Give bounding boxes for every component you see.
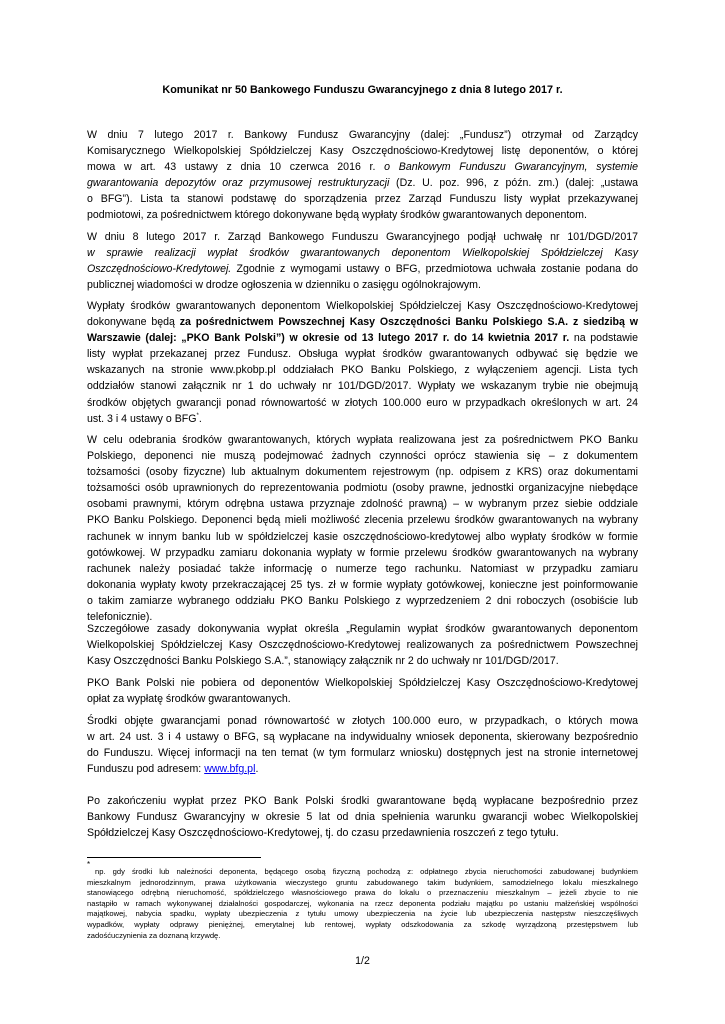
document-title: Komunikat nr 50 Bankowego Funduszu Gwarancyjnego z dnia 8 lutego 2017 r. bbox=[162, 84, 563, 96]
text-line: w art. 24 ust. 3 i 4 ustawy o BFG, są wypłacane na indywidualny wniosek deponenta, skierowany bezpośrednio bbox=[87, 731, 638, 744]
footnote-marker: * bbox=[87, 860, 91, 869]
text-run: Zgodnie z wymogami ustawy o BFG, przedmiotowa uchwała zostanie podana do bbox=[231, 263, 638, 276]
footnote-line: nastąpiło w ramach wykonywanej działalności gospodarczej, wykonania na rzecz deponenta podziału majątku po ustaniu małżeńskiej wspólności bbox=[87, 898, 638, 908]
text-line bbox=[87, 175, 638, 191]
text-line: listy wypłat przekazanej przez Fundusz. Obsługa wypłat środków gwarantowanych odbywać się będzie we bbox=[87, 348, 638, 361]
text-run: ust. 3 i 4 ustawy o BFG bbox=[87, 412, 197, 425]
paragraph-8 bbox=[87, 793, 638, 841]
bfg-website-link[interactable]: www.bfg.pl bbox=[204, 763, 256, 776]
text-line bbox=[87, 330, 638, 346]
text-line: gotówkowej. W przypadku zamiaru dokonania wypłaty w formie przelewu środków gwarantowanych na wybrany bbox=[87, 546, 638, 559]
document-page bbox=[87, 0, 638, 1024]
footnote-line: stanowiącego odrębną nieruchomość, spółdzielczego własnościowego prawa do lokalu o przeznaczeniu mieszkalnym – jeżeli zbycie to nie bbox=[87, 888, 638, 898]
text-line: W dniu 8 lutego 2017 r. Zarząd Bankowego Funduszu Gwarancyjnego podjął uchwałę nr 101/DGD/2017 bbox=[87, 231, 638, 243]
text-run: dokonywane będą bbox=[87, 316, 180, 329]
page-number: 1/2 bbox=[355, 955, 370, 967]
text-line bbox=[87, 159, 638, 175]
text-line bbox=[87, 761, 638, 777]
text-line: podmiotowi, za pośrednictwem którego dokonywane będą wypłaty środków gwarantowanych deponentom. bbox=[87, 209, 587, 222]
bold-text: Warszawie (dalej: „PKO Bank Polski”) w okresie od 13 lutego 2017 r. do 14 kwietnia 2017 r. bbox=[87, 332, 570, 345]
footnote bbox=[87, 867, 638, 941]
text-line: publicznej wiadomości w drodze ogłoszenia w dzienniku o zasięgu ogólnokrajowym. bbox=[87, 279, 481, 292]
text-line: Komisarycznego Wielkopolskiej Spółdzielczej Kasy Oszczędnościowo-Kredytowej listę deponentów, o której bbox=[87, 145, 638, 158]
text-line bbox=[87, 261, 638, 277]
text-line: opłat za wypłatę środków gwarantowanych. bbox=[87, 693, 291, 706]
text-run: mowa w art. 43 ustawy z dnia 10 czerwca 2016 r. bbox=[87, 161, 385, 174]
text-line: dokonania wypłaty kwoty przekraczającej 25 tys. zł w formie wypłaty gotówkowej, konieczne jest poinformowanie bbox=[87, 578, 638, 591]
text-line: W dniu 7 lutego 2017 r. Bankowy Fundusz Gwarancyjny (dalej: „Fundusz”) otrzymał od Zarządcy bbox=[87, 129, 638, 141]
text-line: środków objętych gwarancji ponad równowartość w złotych 100.000 euro w przypadkach określonych w art. 24 bbox=[87, 396, 638, 409]
text-line: tożsamości osób uprawnionych do reprezentowania podmiotu (osoby prawne, jednostki organizacyjne niebędące bbox=[87, 482, 638, 495]
text-line: Po zakończeniu wypłat przez PKO Bank Polski środki gwarantowane będą wypłacane bezpośrednio przez bbox=[87, 795, 638, 807]
text-line: Spółdzielczej Kasy Oszczędnościowo-Kredytowej, tj. do czasu przedawnienia roszczeń z tego tytułu. bbox=[87, 827, 559, 840]
italic-text-line: w sprawie realizacji wypłat środków gwarantowanych deponentom Wielkopolskiej Spółdzielczej Kasy bbox=[87, 247, 638, 260]
text-line bbox=[87, 411, 638, 427]
text-line: Środki objęte gwarancjami ponad równowartość w złotych 100.000 euro, w przypadkach, o których mowa bbox=[87, 715, 638, 727]
text-line bbox=[87, 314, 638, 330]
paragraph-2 bbox=[87, 229, 638, 293]
paragraph-5 bbox=[87, 621, 638, 669]
paragraph-4 bbox=[87, 432, 638, 625]
text-line: do Funduszu. Więcej informacji na ten temat (w tym formularz wniosku) dostępnych jest na stronie internetowej bbox=[87, 747, 638, 760]
paragraph-6 bbox=[87, 675, 638, 707]
text-line: W celu odebrania środków gwarantowanych, których wypłata realizowana jest za pośrednictwem PKO Banku bbox=[87, 434, 638, 446]
text-line: rachunek w innym banku lub w spółdzielczej kasie oszczędnościowo-kredytowej albo wypłaty środków w formie bbox=[87, 530, 638, 543]
text-line: o takim zamiarze wybranego oddziału PKO Banku Polskiego z wyprzedzeniem 2 dni roboczych (osobiście lub bbox=[87, 594, 638, 607]
text-line: PKO Banku Polskiego. Deponenci będą mieli możliwość zlecenia przelewu środków gwarantowanych na wybrany bbox=[87, 514, 638, 527]
text-line: PKO Bank Polski nie pobiera od deponentów Wielkopolskiej Spółdzielczej Kasy Oszczędnościowo-Kredytowej bbox=[87, 677, 638, 689]
italic-text: o Bankowym Funduszu Gwarancyjnym, systemie bbox=[384, 161, 638, 174]
text-line: tożsamości (osoby fizyczne) lub aktualnym dokumentem rejestrowym (np. odpisem z KRS) oraz dokumentami bbox=[87, 466, 638, 479]
text-line: o BFG”). Lista ta stanowi podstawę do sporządzenia przez Zarząd Funduszu listy wypłat przekazywanej bbox=[87, 193, 638, 206]
text-line: Bankowy Fundusz Gwarancyjny w okresie 5 lat od dnia spełnienia warunku gwarancji wobec Wielkopolskiej bbox=[87, 811, 638, 824]
text-line: wskazanych na stronie www.pkobp.pl oddziałach PKO Banku Polskiego, z wyłączeniem agencji. Lista tych bbox=[87, 364, 638, 377]
footnote-line: zadośćuczynienia za doznaną krzywdę. bbox=[87, 930, 221, 940]
footnote-divider bbox=[87, 857, 261, 858]
text-line: osobami prawnymi, którym odrębna ustawa przyznaje zdolność prawną) – w wybranym przez siebie oddziale bbox=[87, 498, 638, 511]
footnote-ref: * bbox=[196, 412, 199, 419]
text-run: Funduszu pod adresem: bbox=[87, 763, 205, 776]
paragraph-3 bbox=[87, 298, 638, 427]
footnote-line: wypadków, wypłaty odprawy pieniężnej, emerytalnej lub rentowej, wypłaty odszkodowania za szkodę wyrządzoną przestępstwem lub bbox=[87, 919, 638, 929]
text-line: oddziałów stanowi załącznik nr 1 do uchwały nr 101/DGD/2017. Wypłaty we wskazanym trybie nie obejmują bbox=[87, 380, 638, 393]
text-run: (Dz. U. poz. 996, z późn. zm.) (dalej: „ustawa bbox=[389, 177, 638, 190]
text-line: rachunek należy posiadać także informację o numerze tego rachunku. Natomiast w przypadku zamiaru bbox=[87, 562, 638, 575]
text-line: Kasy Oszczędności Banku Polskiego S.A.”, stanowiący załącznik nr 2 do uchwały nr 101/DGD/2017. bbox=[87, 655, 559, 668]
text-line: Polskiego, deponenci nie muszą podejmować żadnych czynności oprócz stawienia się – z dokumentem bbox=[87, 450, 638, 463]
italic-text: gwarantowania depozytów oraz przymusowej restrukturyzacji bbox=[87, 177, 390, 190]
text-line: Wypłaty środków gwarantowanych deponentom Wielkopolskiej Spółdzielczej Kasy Oszczędnościowo-Kredytowej bbox=[87, 300, 638, 312]
paragraph-7 bbox=[87, 713, 638, 777]
footnote-line: majątkowej, nabycia spadku, wypłaty ubezpieczenia z tytułu umowy ubezpieczenia na życie lub ubezpieczenia następstw nieszczęśliwych bbox=[87, 909, 638, 919]
footnote-line: np. gdy środki lub należności deponenta, będącego osobą fizyczną pochodzą z: odpłatnego zbycia nieruchomości zabudowanej budynkiem bbox=[95, 867, 638, 876]
text-run: . bbox=[198, 412, 202, 425]
footnote-line: mieszkalnym jednorodzinnym, prawa użytkowania wieczystego gruntu zabudowanego takim budynkiem, samodzielnego lokalu mieszkalnego bbox=[87, 877, 638, 887]
text-run: . bbox=[255, 763, 259, 776]
italic-text: Oszczędnościowo-Kredytowej. bbox=[87, 263, 232, 276]
text-line: Szczegółowe zasady dokonywania wypłat określa „Regulamin wypłat środków gwarantowanych deponentom bbox=[87, 623, 638, 635]
text-line: telefonicznie). bbox=[87, 611, 153, 624]
bold-text: za pośrednictwem Powszechnej Kasy Oszczędności Banku Polskiego S.A. z siedzibą w bbox=[179, 316, 638, 329]
text-run: na podstawie bbox=[569, 332, 638, 345]
paragraph-1 bbox=[87, 127, 638, 224]
text-line: Wielkopolskiej Spółdzielczej Kasy Oszczędnościowo-Kredytowej realizowanych za pośrednictwem Powszechnej bbox=[87, 639, 638, 652]
